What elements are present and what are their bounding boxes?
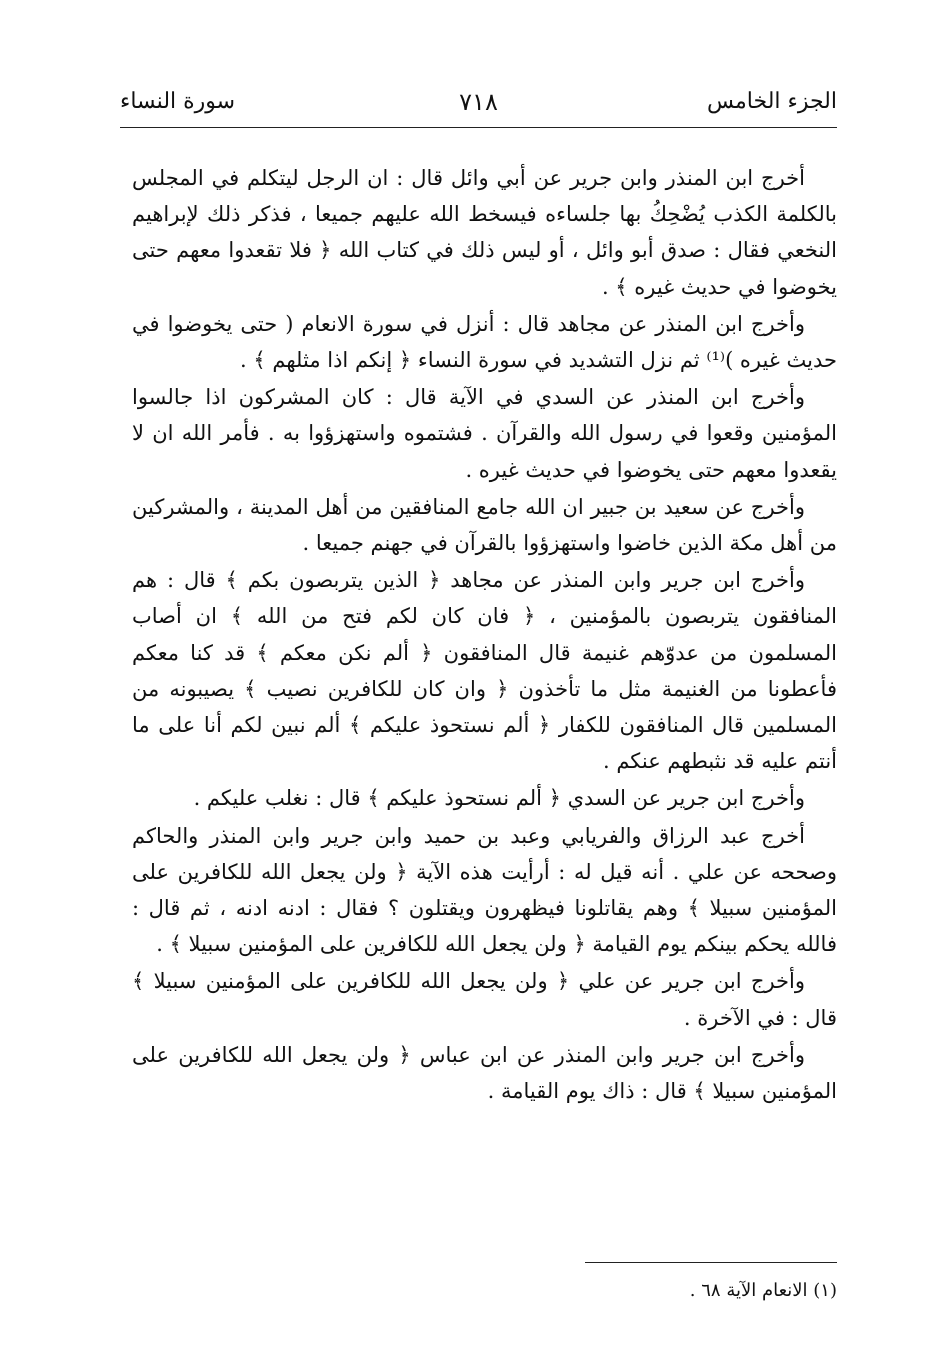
header-divider: [120, 127, 837, 128]
footnote-divider: [585, 1262, 837, 1263]
header-surah-title: سورة النساء: [120, 89, 236, 114]
paragraph: وأخرج ابن جرير وابن المنذر عن ابن عباس ﴿ ولن يجعل الله للكافرين على المؤمنين سبيلا ﴾ قال : ذاك يوم القيامة .: [132, 1042, 837, 1104]
footnote: (١) الانعام الآية ٦٨ .: [689, 1280, 837, 1301]
header-page-number: ٧١٨: [459, 88, 498, 116]
paragraph: وأخرج عن سعيد بن جبير ان الله جامع المنافقين من أهل المدينة ، والمشركين من أهل مكة الذين خاضوا واستهزؤوا بالقرآن في جهنم جميعا .: [132, 494, 837, 556]
header-part-title: الجزء الخامس: [706, 89, 837, 114]
paragraph: وأخرج ابن جرير وابن المنذر عن مجاهد ﴿ الذين يتربصون بكم ﴾ قال : هم المنافقون يتربصون بالمؤمنين ، ﴿ فان كان لكم فتح من الله ﴾ ان أصاب المسلمون من عدوّهم غنيمة قال المنافقون ﴿ ألم نكن معكم ﴾ قد كنا معكم فأعطونا من الغنيمة مثل ما تأخذون ﴿ وان كان للكافرين نصيب ﴾ يصيبونه من المسلمين قال المنافقون للكفار ﴿ ألم نستحوذ عليكم ﴾ ألم نبين لكم أنا على ما أنتم عليه قد نثبطهم عنكم .: [132, 568, 837, 774]
paragraph: أخرج عبد الرزاق والفريابي وعبد بن حميد وابن جرير وابن المنذر والحاكم وصححه عن علي . أنه قيل له : أرأيت هذه الآية ﴿ ولن يجعل الله للكافرين على المؤمنين سبيلا ﴾ وهم يقاتلونا فيظهرون ويقتلون ؟ فقال : ادنه ادنه ، ثم قال : فالله يحكم بينكم يوم القيامة ﴿ ولن يجعل الله للكافرين على المؤمنين سبيلا ﴾ .: [132, 823, 837, 957]
paragraph: وأخرج ابن جرير عن السدي ﴿ ألم نستحوذ عليكم ﴾ قال : نغلب عليكم .: [193, 786, 805, 811]
paragraph: وأخرج ابن المنذر عن مجاهد قال : أنزل في سورة الانعام ( حتى يخوضوا في حديث غيره )⁽¹⁾ ثم نزل التشديد في سورة النساء ﴿ إنكم اذا مثلهم ﴾ .: [132, 311, 837, 373]
main-text: [132, 160, 837, 1110]
paragraph: وأخرج ابن جرير عن علي ﴿ ولن يجعل الله للكافرين على المؤمنين سبيلا ﴾ قال : في الآخرة .: [132, 969, 837, 1030]
page-header: [120, 84, 837, 120]
paragraph: وأخرج ابن المنذر عن السدي في الآية قال : كان المشركون اذا جالسوا المؤمنين وقعوا في رسول الله والقرآن . فشتموه واستهزؤوا به . فأمر الله ان لا يقعدوا معهم حتى يخوضوا في حديث غيره .: [132, 385, 837, 482]
paragraph: أخرج ابن المنذر وابن جرير عن أبي وائل قال : ان الرجل ليتكلم في المجلس بالكلمة الكذب يُضْحِكُ بها جلساءه فيسخط الله عليهم جميعا ، فذكر ذلك لإبراهيم النخعي فقال : صدق أبو وائل ، أو ليس ذلك في كتاب الله ﴿ فلا تقعدوا معهم حتى يخوضوا في حديث غيره ﴾ .: [132, 166, 837, 299]
